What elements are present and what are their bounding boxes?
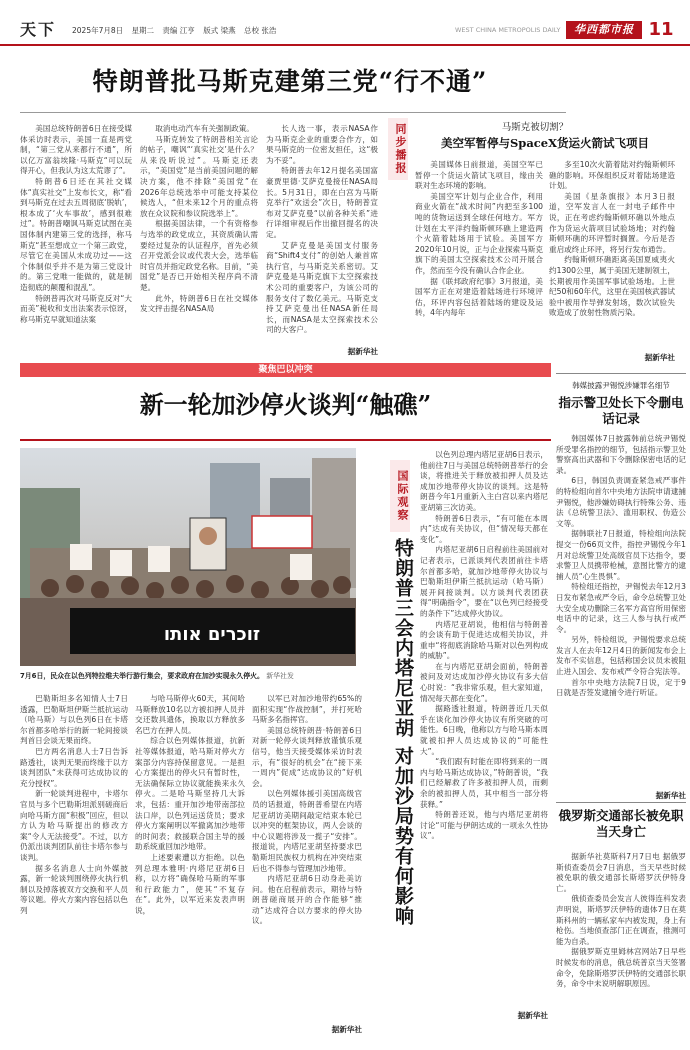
gaza-col-1: 巴勒斯坦多名知情人士7日透露，巴勒斯坦伊斯兰抵抗运动（哈马斯）与以色列6日在卡塔尔首都多哈举行的新一轮间接谈判首日会谈无果而终。 巴方两名消息人士7日告诉路透社，谈判无果而终缘于以方谈判团队“未获得可达成协议的充分授权”。 新一轮谈判进程中，卡塔尔官员与多个巴勒斯坦派别磋商后向哈马斯方面“积极”回应，但以方认为哈马斯提出的修改方案“令人无法接受”。不过，以方仍派出谈判团队前往卡塔尔参与谈判。 据多名消息人士向外媒披露，新一轮谈判围绕停火执行机制以及掉落被双方交换和平人员等议题。停火方案内容包括以色列	[20, 694, 128, 915]
observation-text: 以色列总理内塔尼亚胡6日表示，他前往7日与美国总统特朗普举行的会谈，将推进关于释放被扣押人员及达成加沙地带停火协议的谈判。这是特朗普今年1月重新入主白宫以来内塔尼亚胡第三次访美。 特朗普6日表示，“有可能在本周内”达成有关协议，但“情况每天都在变化”。 内塔尼亚胡6日启程前往美国前对记者表示，已派谈判代表团前往卡塔尔首都多哈，就加沙地带停火协议与巴勒斯坦伊斯兰抵抗运动（哈马斯）展开间接谈判。以方谈判代表团获得“明确指令”，要在“以色列已经接受的条件下”达成停火协议。 内塔尼亚胡说，他相信与特朗普的会谈有助于促进达成相关协议，并重申“将彻底消除哈马斯对以色列构成的威胁”。 在与内塔尼亚胡会面前，特朗普被问及对达成加沙停火协议有多大信心时说：“我非常乐观，但大家知道，情况每天都在变化”。 据路透社报道，特朗普近几天似乎在谈化加沙停火协议有所突破的可能性。6日晚，他称以方与哈马斯本周就被扣押人员达成协议的“可能性大”。 “我们跟有时能在即将到来的一周内与哈马斯达成协议，”特朗普说，“我们已经解救了许多被扣押人员，而剩余的被扣押人员，其中相当一部分将获释。” 特朗普还说，他与内塔尼亚胡将讨论“可能与伊朗达成的一项永久性协议”。	[420, 450, 548, 841]
sidebar-kicker: 马斯克被切割？	[501, 122, 569, 133]
caption-text: 7月6日，民众在以色列特拉维夫举行游行集会，要求政府在加沙实现永久停火。	[20, 672, 264, 680]
gaza-col-2: 与哈马斯停火60天，其间哈马斯释放10名以方被扣押人员并交还数具遗体，换取以方释放多名巴方在押人员。 综合以色列媒体报道，抗新社等媒体报道，哈马斯对停火方案部分内容持保留意见。一是担心方案提出的停火只有暂时性，无法确保际立协议就能换来永久停火。二是哈马斯坚持几大诉求，包括：重开加沙地带南部拉法口岸，以色列运送货员；要求停火方案阐明以军撤离加沙地带的时间表；救援联合国主导的援助系统重回加沙地带。 上述要素遭以方拒绝。以色列总理本雅明·内塔尼亚胡6日称，以方将“确保哈马斯的军事和行政能力”，使其“不复存在”。此外，以军近来发表声明说，	[135, 694, 245, 915]
divider	[20, 439, 551, 441]
gaza-kicker: 聚焦巴以冲突	[20, 363, 551, 377]
gaza-col-3	[252, 694, 362, 1044]
right2-col: 据新华社莫斯科7月7日电 据俄罗斯侦查委员会7日消息，当天早些时候被免职的俄交通部长斯塔罗沃伊特身亡。 俄侦查委员会发言人彼得连科发表声明说，斯塔罗沃伊特的遗体7日在莫斯科州的一辆私家车内被发现，身上有枪伤。当地侦查部门正在调查，推测可能为自杀。 据俄罗斯克里姆林宫网站7日早些时候发布的消息，俄总统普京当天签署命令，免除斯塔罗沃伊特的交通部长职务，命令中未说明解职原因。	[556, 852, 686, 989]
section-label-observation: 国际观察	[390, 460, 410, 532]
paper-english-name: WEST CHINA METROPOLIS DAILY	[455, 26, 561, 34]
gaza-headline: 新一轮加沙停火谈判“触礁”	[139, 390, 432, 419]
observation-col	[420, 450, 548, 1022]
credit: 据新华社	[644, 353, 675, 362]
gaza-col-3-text: 以军已对加沙地带约65%的面积实现“作战控制”，并打死哈马斯多名指挥官。 美国总统特朗普·特朗普6日对新一轮停火谈判释放谨慎乐观信号，他当天接受媒体采访时表示，有“很好的机会”在“接下来一周内”促成“达成协议的”好机会。 以色列媒体援引美国高级官员的话报道，特朗普希望在内塔尼亚胡访美期间敲定结束本轮已以冲突的框架协议，两人会谈的中心议题将涉及一揽子“安排”。报道说，内塔尼亚胡坚持要求巴勒斯坦民族权力机构在冲突结束后也不得参与管理加沙地带。 内塔尼亚胡6日动身赴美访问。他在启程前表示，期待与特朗普磋商展开的合作能够“推动”达成符合以方要求的停火协议。	[252, 694, 362, 926]
main-col-2: 取消电动汽车有关强制政策。 马斯克转发了特朗普相关言论的帖子，嘲讽“‘真实社交’是什么？从来没听说过”。马斯克还表示，“美国党”是当前美国问题的解决方案，他不排除“美国党”在2026年总统选举中可能支持某位候选人，“但未来12个月的重点将放在众议院和参议院选举上”。 根据美国法律，一个有资格参与选举的政党成立，其资质确认需要经过复杂的认证程序，首先必须召开党派会议或代表大会，选举临时官员并指定政党名称。目前，“美国党”是否已开始相关程序尚不清楚。 此外，特朗普6日在社交媒体发文抨击提名NASA局	[140, 124, 258, 314]
sidebar-col-2-text: 多至10次火箭着陆对约翰斯顿环礁的影响。环保组织反对着陆场建造计划。 美国《星条旗报》本月3日报道，空军发言人在一封电子邮件中说，正在考虑约翰斯顿环礁以外地点作为货运火箭项目试验场地；对约翰斯顿环礁的环评暂时搁置。今后是否重启或终止环评，将另行发布通告。 约翰斯顿环礁距离美国夏威夷火约1300公里，属于美国无建制领土，长期被用作美国军事试验场地。上世纪50和60年代，这里在美国核武器试验中被用作导弹发射场，数次试验失败造成了放射性物质污染。	[549, 160, 675, 318]
credit: 据新华社	[331, 1025, 362, 1034]
date: 2025年7月8日	[72, 26, 124, 35]
sidebar-col-2	[549, 160, 675, 364]
section-name: 天下	[20, 20, 57, 39]
divider	[556, 802, 686, 803]
photo-illustration	[20, 448, 356, 666]
weekday: 星期二	[131, 26, 155, 35]
page-number: 11	[648, 19, 674, 40]
right1-headline: 指示警卫处长下令删电话记录	[558, 395, 684, 426]
checker: 总校 张浩	[243, 26, 277, 35]
caption-credit: 新华社发	[266, 672, 294, 680]
observation-headline: 特朗普三会内塔尼亚胡 对加沙局势有何影响	[392, 538, 414, 926]
right1-text: 韩国媒体7日披露韩前总统尹锡悦所受罪名指控的细节，包括指示警卫处警察高出武器和下令删除保密电话的记录。 6日，韩国负责调查紧急戒严事件的特检组向首尔中央地方法院申请逮捕尹锡悦，他涉嫌妨碍执行特殊公务、违法《总统警卫法》、滥用职权、伪造公文等。 据韩联社7日报道，特检组向法院提交一份66页文件，指控尹锡悦今年1月对总统警卫处高级官员下达指令，要求警卫人员携带枪械，意图比警方的逮捕人员“心生畏惧”。 特检组还指控，尹锡悦去年12月3日发布紧急戒严令后，命令总统警卫处大安全成功删除三名军方高官所用保密电话中的记录，这三人参与执行戒严令。 另外，特检组说，尹锡悦要求总统发言人在去年12月4日的新闻发布会上发布不实信息，包括称国会议员未被阻止进入国会、发布戒严令符合宪法等。 首尔中央地方法院7日说，定于9日就是否签发逮捕令进行听证。	[556, 434, 686, 698]
main-col-3-text: 长人选一事，表示NASA作为马斯克企业的重要合作方，如果马斯克的一位密友担任，这“极为不妥”。 特朗普去年12月提名美国富豪贾里德·艾萨克曼接任NASA局长。5月31日，即在白宫为马斯克举行“欢送会”次日，特朗普宣布对艾萨克曼“以前各种关系”进行详细审视后作出撤回提名的决定。 艾萨克曼是美国支付服务商“Shift4支付”的创始人兼首席执行官，与马斯克关系密切。艾萨克曼是马斯克旗下太空探索技术公司的重要客户，为该公司的服务支付了数亿美元。马斯克支持艾萨克曼出任NASA新任局长，而NASA是太空探索技术公司的大客户。	[266, 124, 378, 335]
sidebar-headline: 美空军暂停与SpaceX货运火箭试飞项目	[440, 136, 650, 150]
credit: 据新华社	[517, 1011, 548, 1020]
designer: 版式 梁燕	[203, 26, 236, 35]
sidebar-col-1: 美国媒体日前报道，美国空军已暂停一个货运火箭试飞项目，缘由关联对生态环境的影响。 美国空军计划与企业合作，利用商业火箭在“战术时间”内把至多100吨的货物运送到全球任何地方。军方计划在太平洋约翰斯顿环礁上建造两个火箭着陆场用于试验。美国军方2020年10月说，正与企业探索马斯克旗下的美国太空探索技术公司开展合作，然而至今没有确认合作企业。 据《联邦政府纪事》3月报道，美国军方正在对建造着陆场进行环境评估，环评内容包括着陆场的建设及运转，4年内每年	[415, 160, 543, 318]
divider	[556, 373, 686, 374]
main-col-3	[266, 124, 378, 358]
photo-banner-text: זוכרים אותו	[163, 624, 261, 645]
right2-headline: 俄罗斯交通部长被免职当天身亡	[558, 808, 684, 839]
divider	[20, 112, 566, 113]
credit: 据新华社	[655, 791, 686, 800]
page-header	[0, 0, 690, 46]
newspaper-logo: 华西都市报	[566, 21, 642, 39]
main-col-1: 美国总统特朗普6日在接受媒体采访时表示，美国一直是两党制，“第三党从来都行不通”，所以亿万富翁埃隆·马斯克“可以玩得开心，但我认为这太荒谬了”。 特朗普6日还在其社交媒体“真实社交”上发布长文，称“看到马斯克在过去五周彻底‘脱轨’，根本成了‘火车事故’，感到很难过”。特朗普嘲讽马斯克试图在美国体制内建第三党的选择，称马斯克“甚至想成立一个第三政党，尽管它在美国从未成功过——这个体制似乎并不是为第三党设计的。第三党唯一能做的，就是制造彻底的颠覆和混乱”。 特朗普再次对马斯克反对“大而美”税收和支出法案表示惊讶，称马斯克早就知道法案	[20, 124, 132, 324]
protest-photo	[20, 448, 356, 666]
right1-col	[556, 434, 686, 804]
right1-kicker: 韩媒披露尹锡悦涉嫌罪名细节	[572, 381, 670, 390]
credit: 据新华社	[347, 347, 378, 356]
section-label-sync: 同步播报	[388, 118, 408, 180]
main-headline: 特朗普批马斯克建第三党“行不通”	[92, 67, 488, 96]
header-info	[72, 25, 282, 36]
editor: 责编 江亨	[162, 26, 195, 35]
photo-caption	[20, 672, 360, 681]
